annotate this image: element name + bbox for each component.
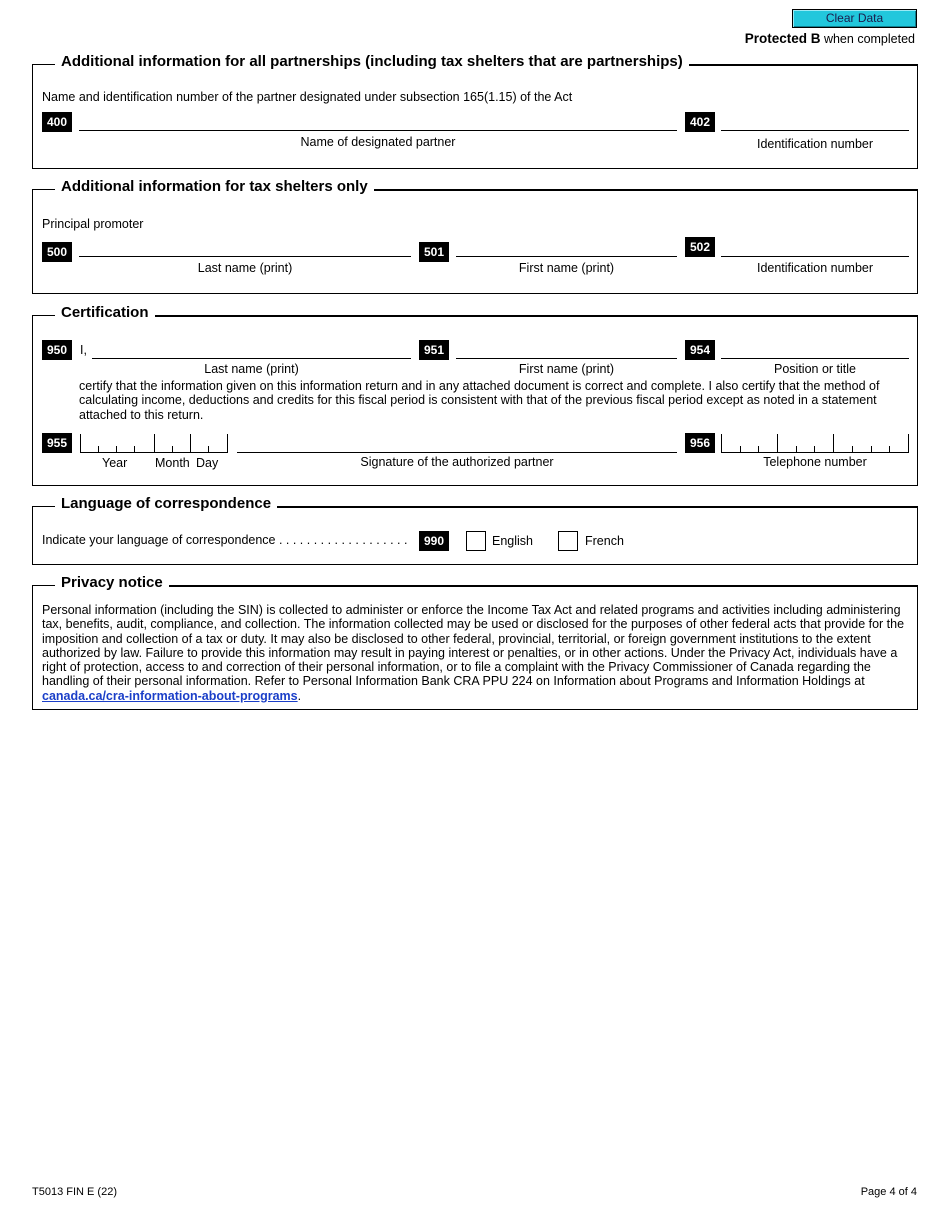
promoter-first-name-field[interactable] [456, 256, 677, 257]
promoter-first-name-label: First name (print) [518, 261, 615, 275]
date-tick [190, 434, 191, 452]
certifier-first-name-label: First name (print) [518, 362, 615, 376]
privacy-section [32, 574, 918, 710]
language-prompt: Indicate your language of correspondence . . . . . . . . . . . . . . . . . . . [42, 533, 408, 547]
code-954: 954 [685, 340, 715, 360]
telephone-label: Telephone number [763, 455, 867, 469]
date-tick [227, 434, 228, 452]
phone-tick [758, 446, 759, 452]
page-number: Page 4 of 4 [860, 1186, 917, 1198]
english-checkbox[interactable] [466, 531, 486, 551]
principal-promoter-label: Principal promoter [42, 217, 144, 231]
date-month-label: Month [155, 456, 190, 470]
signature-field[interactable] [237, 452, 677, 453]
code-502: 502 [685, 237, 715, 257]
certifier-last-name-field[interactable] [92, 358, 411, 359]
phone-tick [721, 434, 722, 452]
code-402: 402 [685, 112, 715, 132]
date-tick [154, 434, 155, 452]
certifier-first-name-field[interactable] [456, 358, 677, 359]
designated-partner-id-field[interactable] [721, 130, 909, 131]
phone-tick [777, 434, 778, 452]
promoter-id-field[interactable] [721, 256, 909, 257]
signature-label: Signature of the authorized partner [360, 455, 554, 469]
designated-partner-name-label: Name of designated partner [300, 135, 456, 149]
date-tick [172, 446, 173, 452]
date-field[interactable] [80, 434, 228, 453]
code-501: 501 [419, 242, 449, 262]
date-tick [134, 446, 135, 452]
code-990: 990 [419, 531, 449, 551]
telephone-field[interactable] [721, 434, 909, 453]
phone-tick [796, 446, 797, 452]
protected-b-label: Protected B [744, 31, 821, 46]
code-955: 955 [42, 433, 72, 453]
date-day-label: Day [196, 456, 219, 470]
certifier-last-name-label: Last name (print) [204, 362, 299, 376]
certifier-position-field[interactable] [721, 358, 909, 359]
date-tick [98, 446, 99, 452]
code-400: 400 [42, 112, 72, 132]
language-section [32, 495, 918, 565]
phone-tick [908, 434, 909, 452]
phone-tick [889, 446, 890, 452]
protected-b-notice [745, 31, 915, 46]
promoter-last-name-label: Last name (print) [197, 261, 293, 275]
protected-b-suffix: when completed [820, 32, 915, 46]
phone-tick [814, 446, 815, 452]
certification-statement: certify that the information given on this information return and in any attached document is correct and complete. I also certify that the method of calculating income, deductions and credits for this fiscal period is consistent with that of the previous fiscal period except as noted in a statement attached to this return. [79, 379, 880, 422]
tax-shelters-section [32, 178, 918, 294]
phone-tick [871, 446, 872, 452]
date-tick [116, 446, 117, 452]
language-section-title: Language of correspondence [55, 495, 277, 512]
privacy-body: Personal information (including the SIN) is collected to administer or enforce the Income Tax Act and related programs and activities including administering tax, benefits, audit, compliance, and collection. The information collected may be used or disclosed for the purposes of other federal acts that provide for the imposition and collection of a tax or duty. It may also be disclosed to other federal, provincial, territorial, or foreign government institutions to the extent authorized by law. Failure to provide this information may result in paying interest or penalties, or in other actions. Under the Privacy Act, individuals have a right of protection, access to and correction of their personal information, or to file a complaint with the Privacy Commissioner of Canada regarding the handling of their personal information. Refer to Personal Information Bank CRA PPU 224 on Information about Programs and Information Holdings at [42, 603, 905, 689]
privacy-programs-link[interactable]: canada.ca/cra-information-about-programs [42, 688, 298, 703]
designated-partner-id-label: Identification number [756, 137, 874, 151]
code-956: 956 [685, 433, 715, 453]
code-500: 500 [42, 242, 72, 262]
code-950: 950 [42, 340, 72, 360]
french-label: French [585, 534, 624, 548]
code-951: 951 [419, 340, 449, 360]
english-label: English [492, 534, 533, 548]
french-checkbox[interactable] [558, 531, 578, 551]
certification-section [32, 304, 918, 486]
tax-shelters-section-title: Additional information for tax shelters only [55, 178, 374, 195]
phone-tick [833, 434, 834, 452]
privacy-end: . [297, 688, 302, 703]
date-tick [208, 446, 209, 452]
designated-partner-intro: Name and identification number of the partner designated under subsection 165(1.15) of the Act [42, 90, 573, 104]
date-year-label: Year [102, 456, 128, 470]
date-tick [80, 434, 81, 452]
privacy-section-title: Privacy notice [55, 574, 169, 591]
designated-partner-name-field[interactable] [79, 130, 677, 131]
certification-section-title: Certification [55, 304, 155, 321]
partnerships-section-title: Additional information for all partnerships (including tax shelters that are partnerships) [55, 53, 689, 70]
certifier-position-label: Position or title [774, 362, 856, 376]
privacy-notice-text [42, 603, 906, 703]
phone-tick [740, 446, 741, 452]
phone-tick [852, 446, 853, 452]
promoter-last-name-field[interactable] [79, 256, 411, 257]
certification-i: I, [80, 343, 87, 357]
promoter-id-label: Identification number [756, 261, 874, 275]
clear-data-button[interactable]: Clear Data [792, 9, 917, 28]
form-identifier: T5013 FIN E (22) [32, 1186, 117, 1198]
partnerships-section [32, 53, 918, 169]
